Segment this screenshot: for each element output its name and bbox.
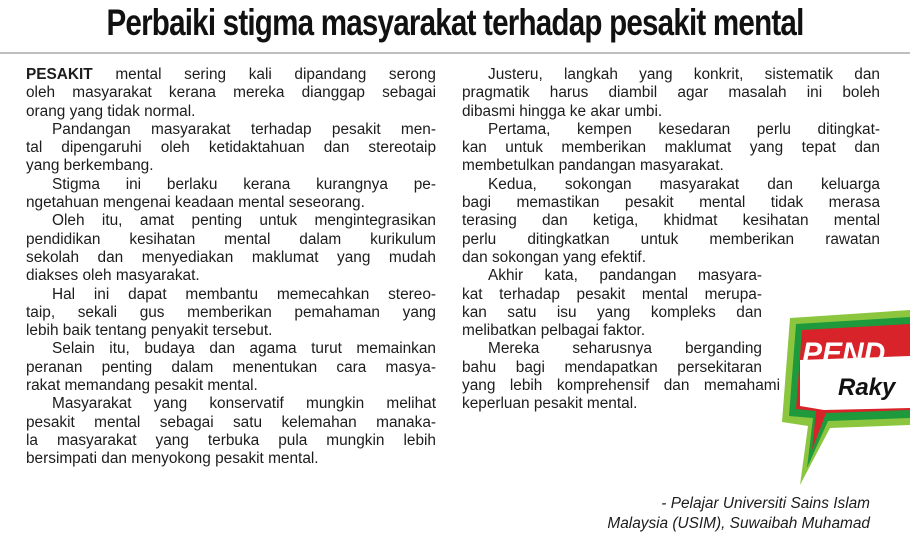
paragraph-line: bahu bagi mendapatkan persekitaran [462, 358, 762, 376]
paragraph-line: kan satu isu yang kompleks dan [462, 303, 762, 321]
paragraph-line: melibatkan pelbagai faktor. [462, 322, 646, 340]
headline-divider [0, 52, 910, 54]
paragraph-line: Masyarakat yang konservatif mungkin melihat [52, 395, 436, 413]
paragraph-line: bagi memastikan pesakit mental tidak merasa [462, 194, 880, 212]
paragraph-line: sekolah dan menyediakan maklumat yang mudah [26, 248, 436, 266]
paragraph-line: taip, sekali gus memberikan pemahaman yang [26, 303, 436, 321]
paragraph-line: pendidikan kesihatan mental dalam kurikulum [26, 230, 436, 248]
author-signature [462, 494, 870, 534]
paragraph-line: terasing dan ketiga, khidmat kesihatan mental [462, 212, 880, 230]
paragraph-line: Mereka seharusnya berganding [488, 340, 762, 358]
paragraph-line: Pertama, kempen kesedaran perlu ditingkat- [488, 120, 880, 138]
paragraph-line: pragmatik harus diambil agar masalah ini boleh [462, 84, 880, 102]
paragraph-line: membetulkan pandangan masyarakat. [462, 157, 724, 175]
paragraph-line: Oleh itu, amat penting untuk mengintegrasikan [52, 212, 436, 230]
paragraph-line: Kedua, sokongan masyarakat dan keluarga [488, 175, 880, 193]
signature-line-1: - Pelajar Universiti Sains Islam [661, 495, 870, 512]
column-badge [760, 300, 910, 500]
paragraph-line: orang yang tidak normal. [26, 102, 196, 120]
paragraph-line: oleh masyarakat kerana mereka dianggap sebagai [26, 84, 436, 102]
lead-word: PESAKIT [26, 66, 93, 83]
badge-text-top: PEND [802, 337, 886, 370]
lead-rest: mental sering kali dipandang serong [92, 66, 436, 83]
paragraph-line: Selain itu, budaya dan agama turut memainkan [52, 340, 436, 358]
paragraph-line: bersimpati dan menyokong pesakit mental. [26, 450, 319, 468]
paragraph-line: kat terhadap pesakit mental merupa- [462, 285, 762, 303]
left-column [26, 66, 436, 469]
paragraph-line: kan untuk memberikan maklumat yang tepat dan [462, 139, 880, 157]
paragraph-line: dibasmi hingga ke akar umbi. [462, 102, 663, 120]
paragraph-line: yang berkembang. [26, 157, 154, 175]
article-headline: Perbaiki stigma masyarakat terhadap pesakit mental [106, 2, 804, 43]
paragraph-line: ngetahuan mengenai keadaan mental seseorang. [26, 194, 365, 212]
paragraph-line: keperluan pesakit mental. [462, 395, 638, 413]
paragraph-line: peranan penting dalam menentukan cara masya- [26, 358, 436, 376]
paragraph-line: Hal ini dapat membantu memecahkan stereo- [52, 285, 436, 303]
paragraph-line: Akhir kata, pandangan masyara- [488, 267, 762, 285]
paragraph-line: tal dipengaruhi oleh ketidaktahuan dan stereotaip [26, 139, 436, 157]
paragraph-line: Stigma ini berlaku kerana kurangnya pe- [52, 175, 436, 193]
paragraph-line: diakses oleh masyarakat. [26, 267, 200, 285]
paragraph-line: lebih baik tentang penyakit tersebut. [26, 322, 273, 340]
badge-text-bottom: Raky [838, 374, 896, 401]
signature-line-2: Malaysia (USIM), Suwaibah Muhamad [607, 515, 870, 532]
paragraph-line: rakat memandang pesakit mental. [26, 377, 258, 395]
paragraph-line: Pandangan masyarakat terhadap pesakit men- [52, 120, 436, 138]
paragraph-line: la masyarakat yang terbuka pula mungkin lebih [26, 431, 436, 449]
paragraph-line: perlu ditingkatkan untuk memberikan rawatan [462, 230, 880, 248]
paragraph-line: yang lebih komprehensif dan memahami [462, 377, 780, 395]
paragraph-line: Justeru, langkah yang konkrit, sistematik dan [488, 66, 880, 83]
paragraph-line: pesakit mental sebagai satu kelemahan manaka- [26, 413, 436, 431]
paragraph-line: dan sokongan yang efektif. [462, 248, 646, 266]
paragraph-line [26, 66, 436, 84]
